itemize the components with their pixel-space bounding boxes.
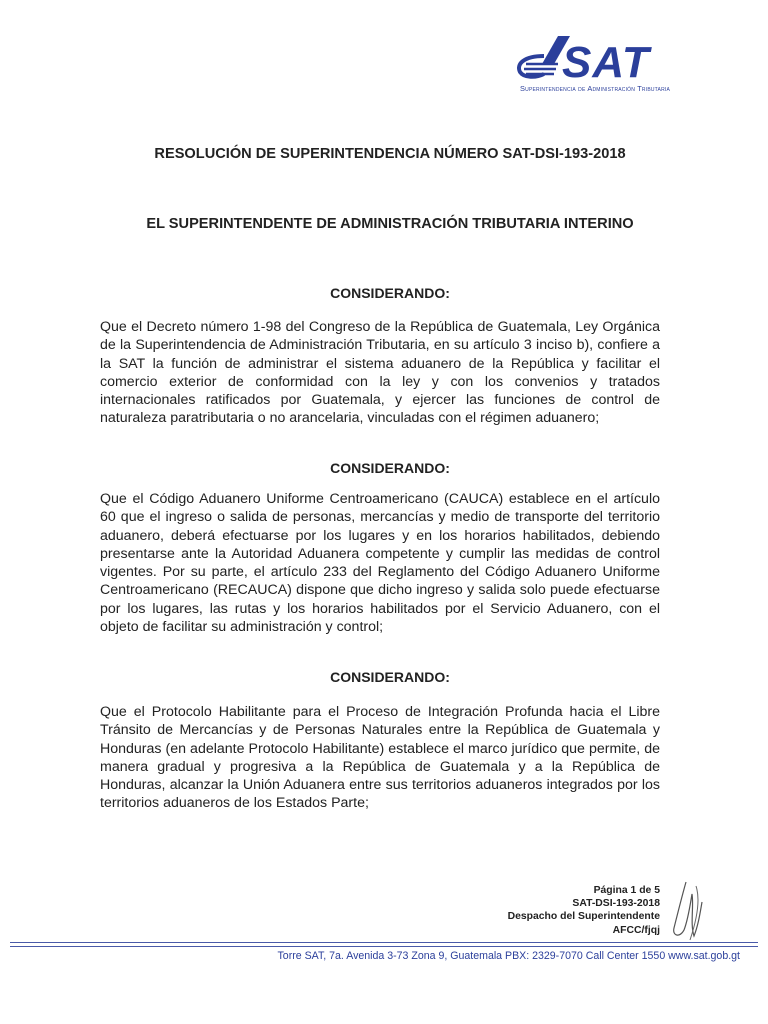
page-number: Página 1 de 5 [593, 885, 660, 896]
section-paragraph-1: Que el Decreto número 1-98 del Congreso de la República de Guatemala, Ley Orgánica de la Superintendencia de Administración Tributaria, en su artículo 3 inciso b), confiere a la SAT la función de administrar el sistema aduanero de la República y facilitar el comercio exterior de conformidad con la ley y con los convenios y tratados internacionales ratificados por Guatemala, y ejercer las funciones de control de naturaleza paratributaria o no arancelaria, vinculadas con el régimen aduanero; [100, 319, 660, 427]
footer-reference-block [508, 884, 660, 937]
resolution-title: RESOLUCIÓN DE SUPERINTENDENCIA NÚMERO SAT-DSI-193-2018 [154, 146, 626, 162]
handwritten-signature [660, 876, 720, 946]
document-reference: SAT-DSI-193-2018 [572, 898, 660, 910]
initials: AFCC/fjqj [612, 924, 660, 936]
logo-wordmark: SAT [562, 38, 650, 87]
footer-address: Torre SAT, 7a. Avenida 3-73 Zona 9, Guatemala PBX: 2329-7070 Call Center 1550 www.sat.gob.gt [277, 950, 740, 962]
logo-subtitle: Superintendencia de Administración Tributaria [520, 84, 671, 93]
section-heading-1: CONSIDERANDO: [330, 285, 450, 301]
footer-rule-bottom [10, 946, 758, 947]
section-heading-3: CONSIDERANDO: [330, 669, 450, 685]
section-paragraph-2: Que el Código Aduanero Uniforme Centroamericano (CAUCA) establece en el artículo 60 que el ingreso o salida de personas, mercancías y medio de transporte del territorio aduanero, deberá efectuarse por los lugares y en los horarios habilitados, debiendo presentarse ante la Autoridad Aduanera competente y cumplir las medidas de control vigentes. Por su parte, el artículo 233 del Reglamento del Código Aduanero Uniforme Centroamericano (RECAUCA) dispone que dicho ingreso y salida solo puede efectuarse por los lugares, las rutas y los horarios habilitados por el Servicio Aduanero, con el objeto de facilitar su administración y control; [100, 491, 660, 636]
issuer-title: EL SUPERINTENDENTE DE ADMINISTRACIÓN TRIBUTARIA INTERINO [146, 216, 634, 232]
footer-rule-top [10, 942, 758, 943]
office-name: Despacho del Superintendente [507, 911, 660, 923]
sat-logo [514, 34, 736, 98]
section-heading-2: CONSIDERANDO: [330, 460, 450, 476]
section-paragraph-3: Que el Protocolo Habilitante para el Proceso de Integración Profunda hacia el Libre Tránsito de Mercancías y de Personas Naturales entre la República de Guatemala y Honduras (en adelante Protocolo Habilitante) establece el marco jurídico que permite, de manera gradual y progresiva a la República de Guatemala y a la República de Honduras, alcanzar la Unión Aduanera entre sus territorios aduaneros integrados por los territorios aduaneros de los Estados Parte; [100, 704, 660, 812]
